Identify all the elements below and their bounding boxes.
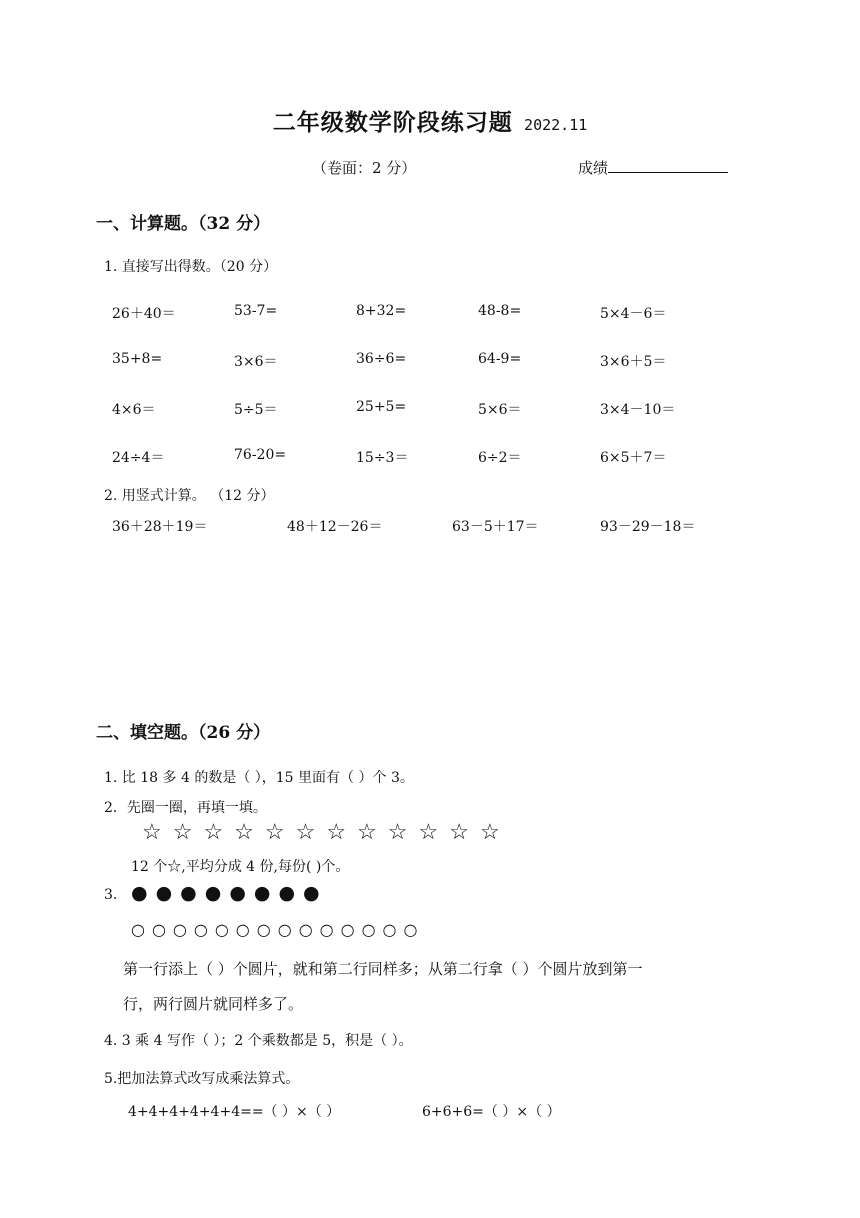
section2-q2-text: 12 个☆,平均分成 4 份,每份( )个。 (131, 859, 350, 875)
calc-item: 24÷4＝ (112, 450, 165, 466)
calc-item: 76-20= (234, 447, 287, 463)
filled-circle-row: ●●●●●●●● (131, 882, 328, 904)
vertical-calc-item: 36＋28＋19＝ (112, 519, 208, 535)
calc-item: 48-8= (478, 303, 522, 319)
calc-item: 5×4－6＝ (600, 306, 667, 322)
page-title (0, 104, 860, 137)
calc-item: 25+5= (356, 399, 407, 415)
section2-q2-label: 2．先圈一圈，再填一填。 (104, 800, 267, 816)
section2-q3-line1: 第一行添上（ ）个圆片，就和第二行同样多；从第二行拿（ ）个圆片放到第一 (123, 960, 643, 978)
section1-heading: 一、计算题。（32 分） (96, 214, 271, 234)
title-date: 2022.11 (524, 116, 588, 134)
section1-q1-label: 1. 直接写出得数。（20 分） (104, 259, 278, 275)
title-text: 二年级数学阶段练习题 (272, 109, 513, 136)
section2-q5-a: 4+4+4+4+4+4==（ ）×（ ） (128, 1104, 341, 1120)
score-blank (608, 158, 728, 173)
calc-item: 5×6＝ (478, 402, 522, 418)
vertical-calc-item: 63－5＋17＝ (452, 519, 539, 535)
calc-item: 26＋40＝ (112, 306, 176, 322)
calc-item: 35+8= (112, 351, 163, 367)
section2-q5-label: 5.把加法算式改写成乘法算式。 (104, 1071, 300, 1087)
neatness-note: （卷面：2 分） (312, 159, 417, 177)
star-row: ☆☆☆☆☆☆☆☆☆☆☆☆ (142, 820, 511, 845)
section2-heading: 二、填空题。（26 分） (96, 723, 271, 743)
calc-item: 53-7= (234, 303, 278, 319)
score-field (578, 157, 728, 178)
calc-item: 3×4－10＝ (600, 402, 676, 418)
calc-item: 15÷3＝ (356, 450, 409, 466)
vertical-calc-item: 48＋12－26＝ (287, 519, 383, 535)
vertical-calc-item: 93－29－18＝ (600, 519, 696, 535)
calc-item: 8+32= (356, 303, 407, 319)
calc-item: 6×5＋7＝ (600, 450, 667, 466)
calc-item: 64-9= (478, 351, 522, 367)
section2-q5-b: 6+6+6=（ ）×（ ） (422, 1104, 561, 1120)
hollow-circle-row: ○○○○○○○○○○○○○○ (131, 920, 425, 939)
calc-item: 5÷5＝ (234, 402, 278, 418)
section2-q4: 4. 3 乘 4 写作（ ）；2 个乘数都是 5，积是（ ）。 (104, 1033, 413, 1049)
calc-item: 4×6＝ (112, 402, 156, 418)
calc-item: 6÷2＝ (478, 450, 522, 466)
calc-item: 3×6＝ (234, 354, 278, 370)
section2-q1: 1. 比 18 多 4 的数是（ ），15 里面有（ ）个 3。 (104, 770, 414, 786)
score-label: 成绩 (578, 159, 609, 177)
calc-item: 3×6＋5＝ (600, 354, 667, 370)
calc-item: 36÷6= (356, 351, 407, 367)
section2-q3-line2: 行，两行圆片就同样多了。 (123, 995, 304, 1013)
section1-q2-label: 2. 用竖式计算。 （12 分） (104, 488, 275, 504)
section2-q3-number: 3. (104, 887, 118, 903)
